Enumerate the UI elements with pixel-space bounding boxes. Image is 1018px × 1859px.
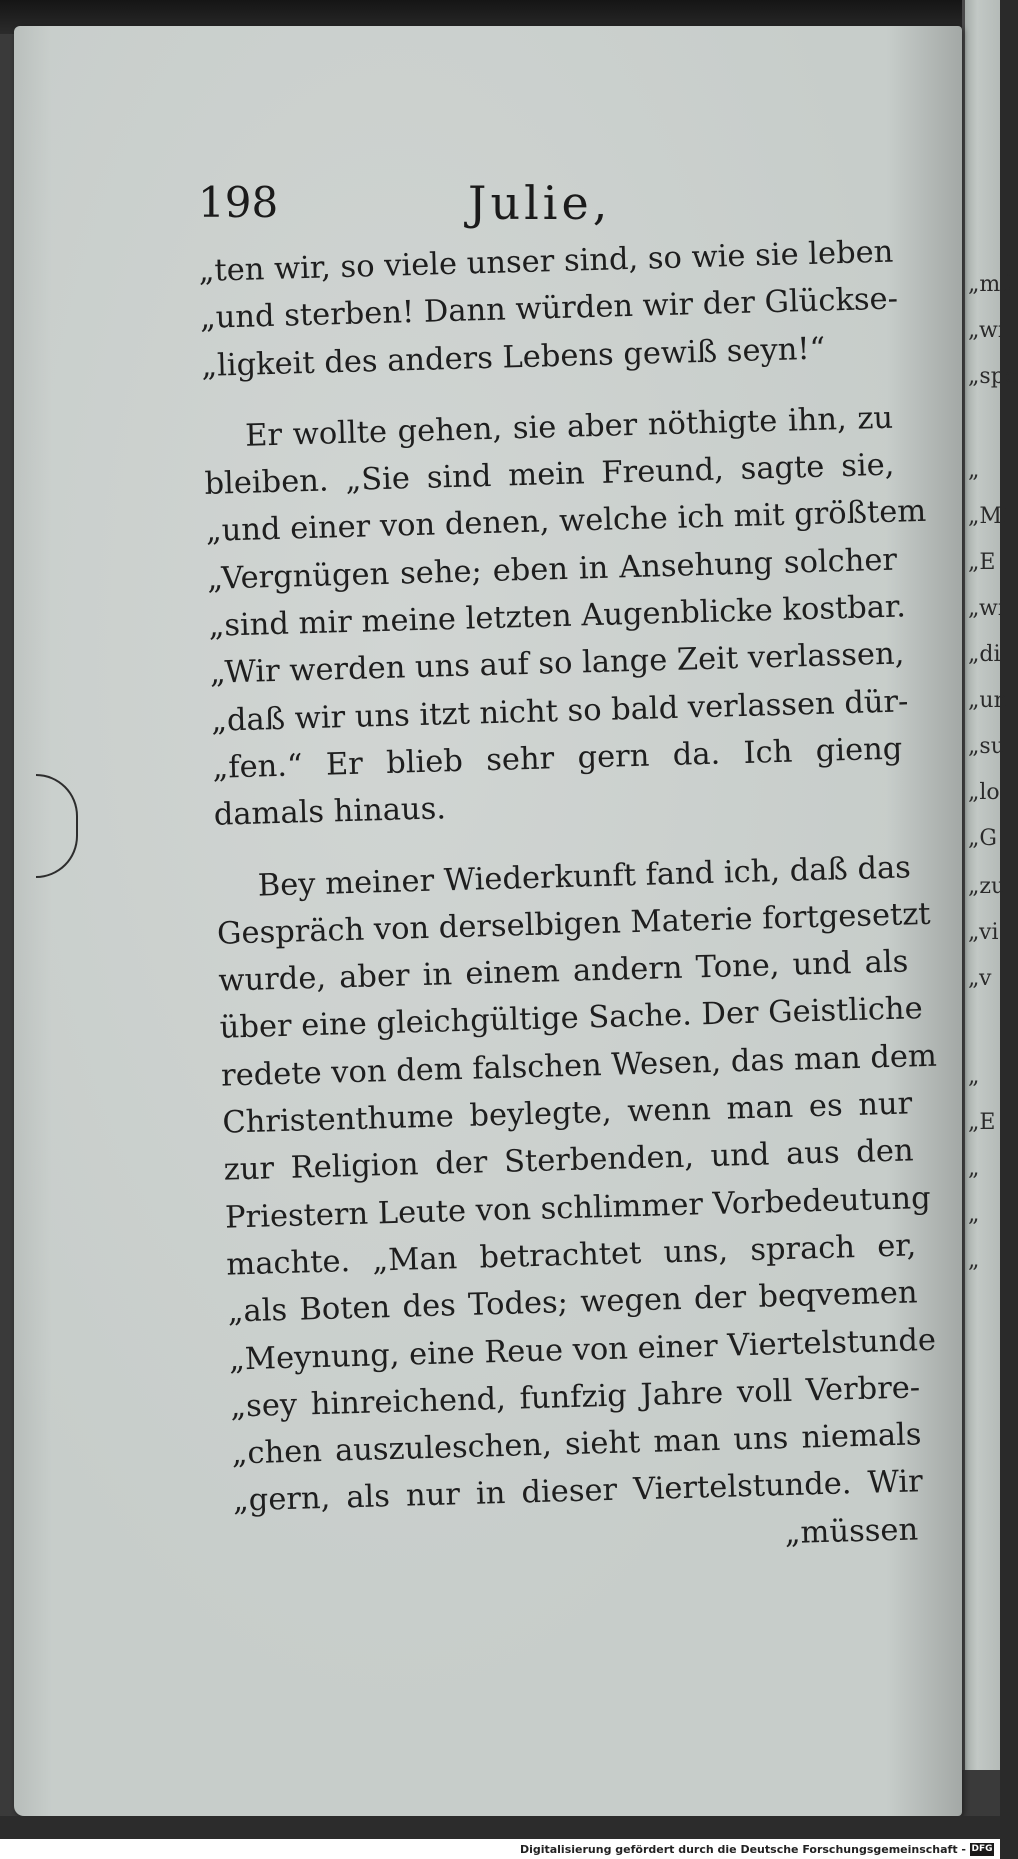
next-page-line: „	[968, 458, 980, 483]
next-page-line: „	[968, 1248, 980, 1273]
text-line: „und sterben! Dann würden wir der Glückse-	[199, 281, 899, 337]
text-line: über eine gleichgültige Sache. Der Geistliche	[219, 991, 924, 1047]
text-line: „sind mir meine letzten Augenblicke kostbar.	[208, 589, 907, 644]
text-line: wurde, aber in einem andern Tone, und als	[217, 944, 909, 999]
next-page-line: „zu	[968, 874, 1006, 899]
next-page-line: „Mi	[968, 504, 1009, 529]
next-page-line: „E	[968, 1110, 996, 1135]
next-page-line: „wi	[968, 318, 1005, 343]
text-line: Christenthume beylegte, wenn man es nur	[221, 1086, 913, 1141]
next-page-line: „un	[968, 688, 1008, 713]
text-line: machte. „Man betrachtet uns, sprach er,	[225, 1228, 917, 1283]
text-line: „sey hinreichend, funfzig Jahre voll Verbre-	[229, 1370, 921, 1425]
next-page-line: „vi	[968, 920, 999, 945]
binding-thread-mark	[36, 774, 78, 878]
text-line: „als Boten des Todes; wegen der beqvemen	[227, 1275, 918, 1330]
text-line: Gespräch von derselbigen Materie fortgesetzt	[216, 896, 932, 952]
text-line: „daß wir uns itzt nicht so bald verlassen dür-	[210, 684, 909, 739]
text-line: „gern, als nur in dieser Viertelstunde. Wir	[232, 1464, 924, 1519]
text-line: „Meynung, eine Reue von einer Viertelstunde	[228, 1322, 937, 1378]
text-line: „chen auszuleschen, sieht man uns niemals	[231, 1417, 922, 1472]
page-gutter-line	[962, 0, 965, 1770]
running-title: Julie,	[468, 176, 612, 230]
next-page-line: „di	[968, 642, 1001, 667]
text-line: Er wollte gehen, sie aber nöthigte ihn, zu	[244, 400, 894, 454]
text-line: „ten wir, so viele unser sind, so wie sie leben	[198, 234, 894, 289]
next-page-line: „wi	[968, 596, 1005, 621]
text-line: redete von dem falschen Wesen, das man dem	[220, 1038, 938, 1094]
text-line: bleiben. „Sie sind mein Freund, sagte sie,	[204, 447, 895, 503]
text-line: damals hinaus.	[213, 791, 447, 834]
page-body-text	[198, 229, 938, 1573]
bottom-shadow	[0, 1816, 1000, 1840]
text-line: Priestern Leute von schlimmer Vorbedeutung	[224, 1180, 932, 1236]
next-page-line: „	[968, 1202, 980, 1227]
text-line: „Wir werden uns auf so lange Zeit verlassen,	[209, 636, 905, 692]
catchword: „müssen	[784, 1512, 919, 1551]
next-page-line: „spe	[968, 364, 1018, 389]
next-page-line: „E	[968, 550, 996, 575]
page-number: 198	[198, 178, 279, 227]
text-line: „und einer von denen, welche ich mit größtem	[205, 494, 927, 550]
dfg-logo-icon: DFG	[971, 1844, 993, 1854]
funding-credit: Digitalisierung gefördert durch die Deutsche Forschungsgemeinschaft -	[519, 1843, 966, 1856]
digitization-footer	[0, 1839, 1000, 1859]
text-line: Bey meiner Wiederkunft fand ich, daß das	[257, 849, 912, 904]
text-line: zur Religion der Sterbenden, und aus den	[223, 1133, 914, 1188]
next-page-line: „mü	[968, 272, 1015, 297]
next-page-line: „lo	[968, 780, 1000, 805]
text-line: „ligkeit des anders Lebens gewiß seyn!“	[200, 331, 826, 384]
next-page-line: „	[968, 1064, 980, 1089]
text-line: „fen.“ Er blieb sehr gern da. Ich gieng	[212, 731, 903, 786]
page-header	[198, 178, 628, 238]
next-page-line: „	[968, 1156, 980, 1181]
next-page-line: „G	[968, 826, 997, 851]
next-page-line: „v	[968, 966, 992, 991]
next-page-line: „su	[968, 734, 1005, 759]
next-page-edge	[962, 0, 1018, 1770]
text-line: „Vergnügen sehe; eben in Ansehung solcher	[206, 542, 898, 597]
